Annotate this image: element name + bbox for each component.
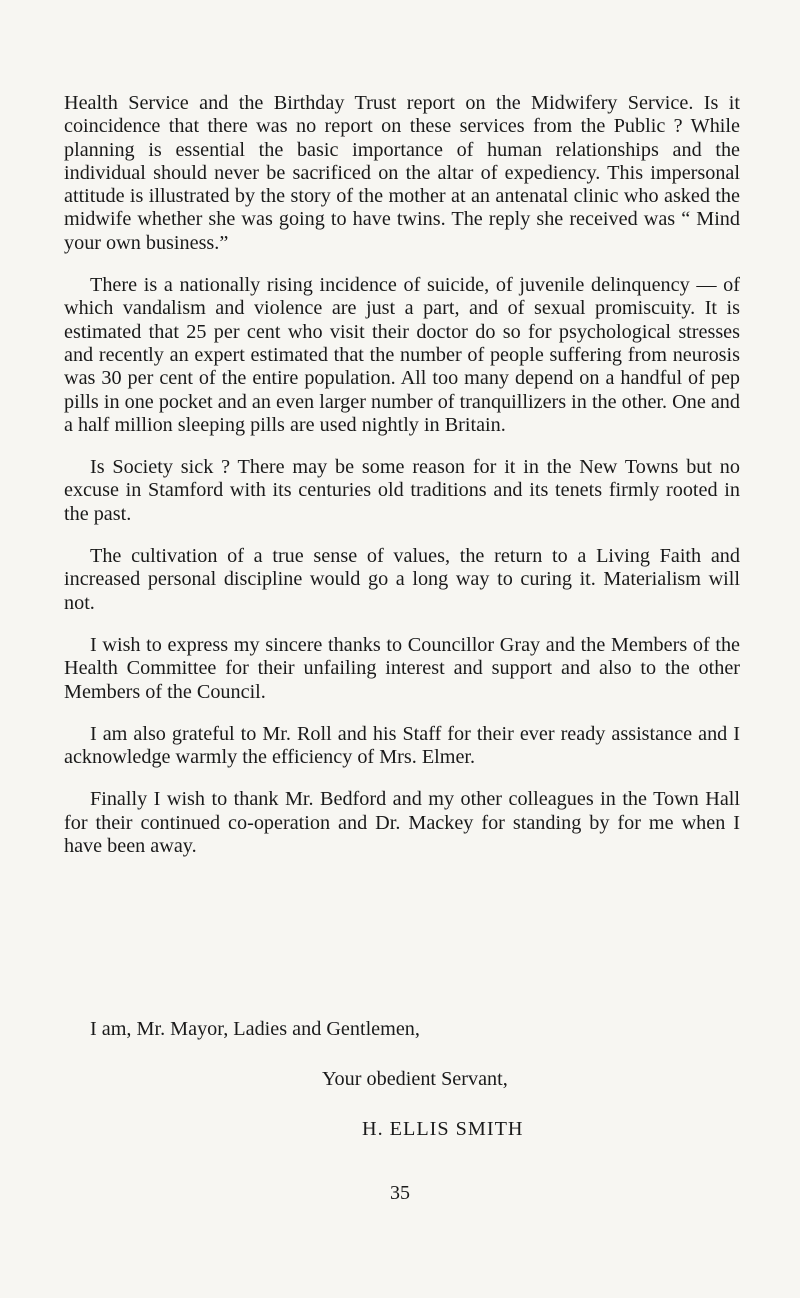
complimentary-close: Your obedient Servant, (322, 1068, 508, 1090)
paragraph-society-sick: Is Society sick ? There may be some reason for it in the New Towns but no excuse in Stamford with its centuries old traditions and its tenets firmly rooted in the past. (64, 456, 740, 525)
page-number: 35 (390, 1182, 410, 1204)
document-body (64, 92, 740, 877)
signature: H. ELLIS SMITH (362, 1118, 524, 1140)
paragraph-thanks-council: I wish to express my sincere thanks to Councillor Gray and the Members of the Health Committee for their unfailing interest and support and also to the other Members of the Council. (64, 633, 740, 703)
salutation: I am, Mr. Mayor, Ladies and Gentlemen, (90, 1018, 420, 1040)
paragraph-midwifery-report: Health Service and the Birthday Trust report on the Midwifery Service. Is it coincidence that there was no report on these services from the Public ? While planning is essential the basic importance of human relationships and the individual should never be sacrificed on the altar of expediency. This impersonal attitude is illustrated by the story of the mother at an antenatal clinic who asked the midwife whether she was going to have twins. The reply she received was “ Mind your own business.” (64, 92, 740, 254)
paragraph-rising-incidence: There is a nationally rising incidence of suicide, of juvenile delinquency — of which vandalism and violence are just a part, and of sexual promiscuity. It is estimated that 25 per cent who visit their doctor do so for psychological stresses and recently an expert estimated that the number of people suffering from neurosis was 30 per cent of the entire population. All too many depend on a handful of pep pills in one pocket and an even larger number of tranquillizers in the other. One and a half million sleeping pills are used nightly in Britain. (64, 274, 740, 436)
paragraph-values: The cultivation of a true sense of values, the return to a Living Faith and increased personal discipline would go a long way to curing it. Materialism will not. (64, 545, 740, 614)
paragraph-thanks-colleagues: Finally I wish to thank Mr. Bedford and my other colleagues in the Town Hall for their continued co-operation and Dr. Mackey for standing by for me when I have been away. (64, 788, 740, 858)
paragraph-thanks-staff: I am also grateful to Mr. Roll and his Staff for their ever ready assistance and I acknowledge warmly the efficiency of Mrs. Elmer. (64, 722, 740, 769)
